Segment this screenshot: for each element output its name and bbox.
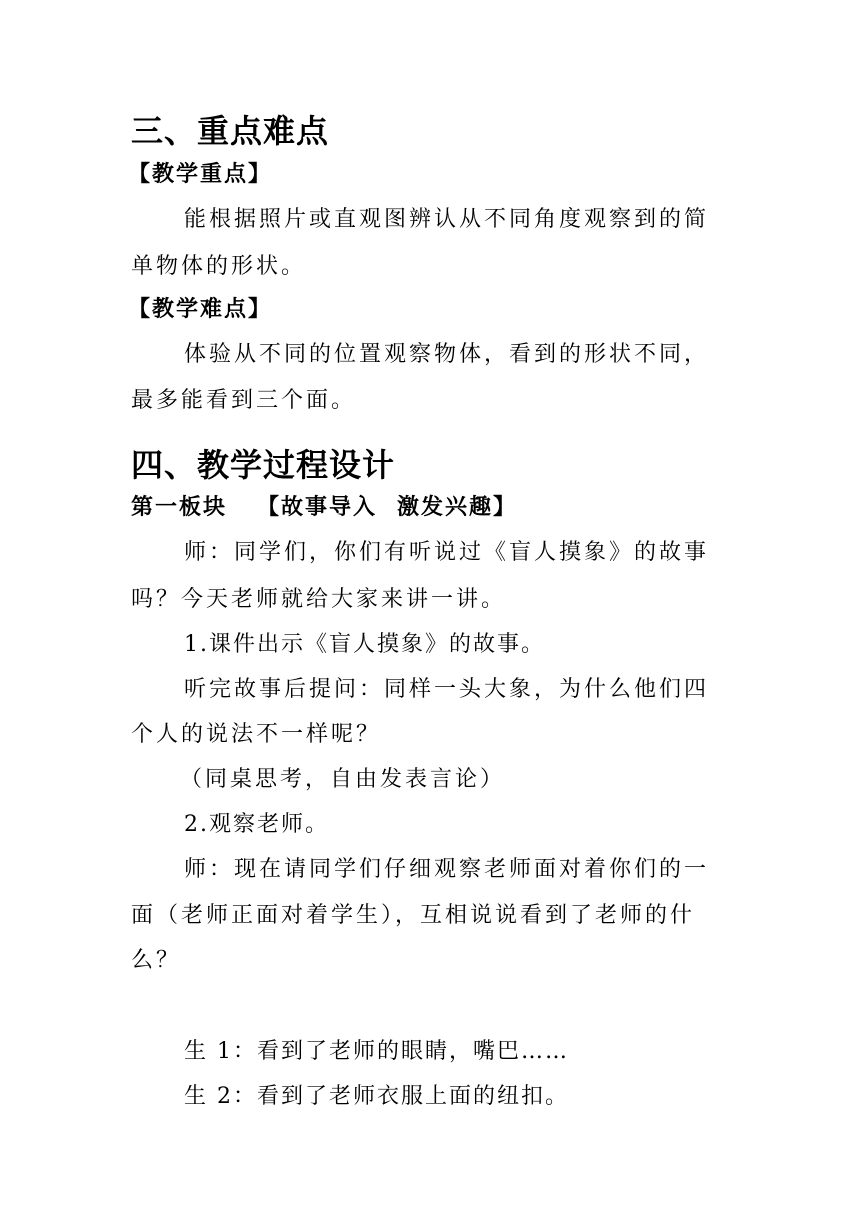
paragraph-6-line-3: 么？ — [131, 948, 182, 973]
paragraph-3-line-2: 个人的说法不一样呢？ — [131, 722, 382, 747]
paragraph-6-line-1: 师：现在请同学们仔细观察老师面对着你们的一 — [184, 857, 710, 882]
key-point-label: 【教学重点】 — [128, 161, 273, 187]
paragraph-1-line-2: 吗？今天老师就给大家来讲一讲。 — [131, 587, 507, 612]
section-heading-key-points: 三、重点难点 — [131, 112, 330, 150]
difficulty-text-line-1: 体验从不同的位置观察物体，看到的形状不同， — [184, 342, 710, 367]
difficulty-label: 【教学难点】 — [128, 296, 273, 322]
block-label: 第一板块 — [131, 494, 228, 520]
paragraph-4: （同桌思考，自由发表言论） — [180, 767, 506, 792]
paragraph-1-line-1: 师：同学们，你们有听说过《盲人摸象》的故事 — [184, 540, 710, 565]
paragraph-3-line-1: 听完故事后提问：同样一头大象，为什么他们四 — [184, 677, 710, 702]
student-answer-2: 生 2：看到了老师衣服上面的纽扣。 — [184, 1084, 569, 1109]
difficulty-text-line-2: 最多能看到三个面。 — [131, 388, 357, 413]
block-title-part-b: 激发兴趣】 — [397, 494, 518, 520]
paragraph-5: 2.观察老师。 — [184, 812, 329, 837]
paragraph-2: 1.课件出示《盲人摸象》的故事。 — [184, 632, 545, 657]
key-point-text-line-1: 能根据照片或直观图辨认从不同角度观察到的简 — [184, 207, 710, 232]
key-point-text-line-2: 单物体的形状。 — [131, 254, 307, 279]
student-answer-1: 生 1：看到了老师的眼睛，嘴巴…… — [184, 1039, 569, 1064]
section-heading-teaching-process: 四、教学过程设计 — [131, 446, 396, 484]
block-heading — [131, 490, 517, 521]
block-title-part-a: 【故事导入 — [257, 494, 378, 520]
paragraph-6-line-2: 面（老师正面对着学生），互相说说看到了老师的什 — [131, 903, 696, 928]
